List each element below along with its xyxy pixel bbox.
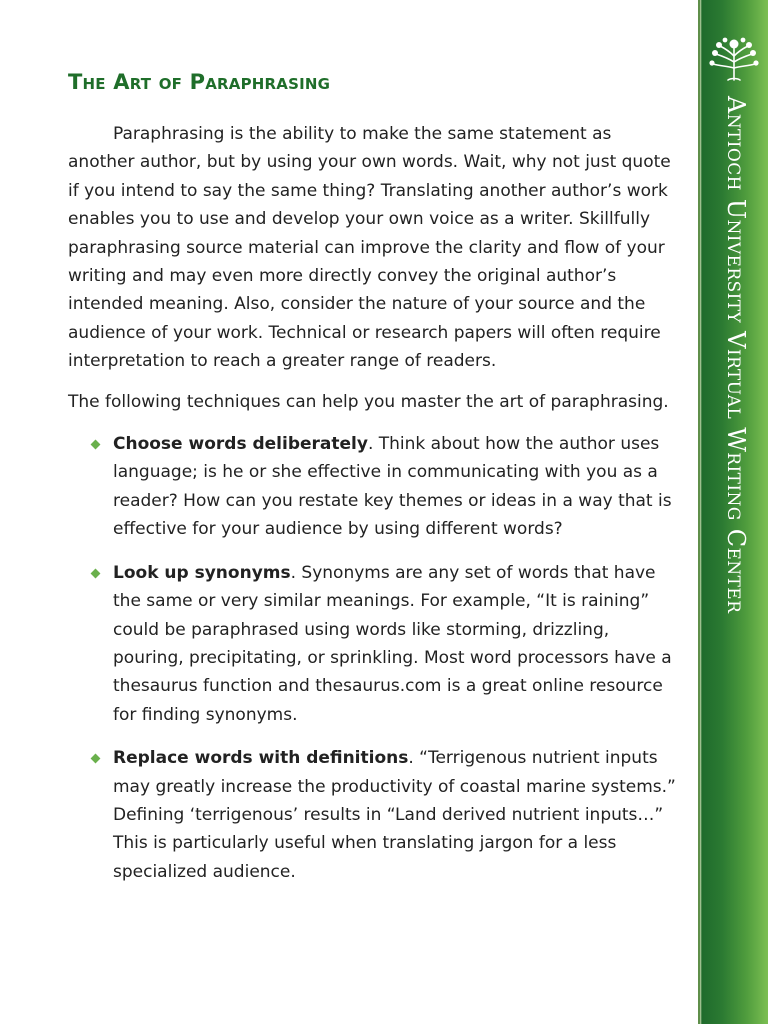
list-item [68,559,680,729]
sidebar-title: Antioch University Virtual Writing Center [722,96,750,614]
technique-list [68,430,680,886]
lead-paragraph: The following techniques can help you master the art of paraphrasing. [68,391,669,412]
diamond-bullet-icon [91,440,101,450]
tree-icon [708,34,760,84]
diamond-bullet-icon [91,568,101,578]
intro-paragraph: Paraphrasing is the ability to make the same statement as another author, but by using your own words. Wait, why not just quote if you intend to say the same thing? Translating another author’s work enables you to use and develop your own voice as a writer. Skillfully paraphrasing source material can improve the clarity and flow of your writing and may even more directly convey the original author’s intended meaning. Also, consider the nature of your source and the audience of your work. Technical or research papers will often require interpretation to reach a greater range of readers. [68,124,671,372]
technique-term: Choose words deliberately [113,434,368,455]
document-content [68,66,680,901]
technique-text: . “Terrigenous nutrient inputs may greatly increase the productivity of coastal marine systems.” Defining ‘terrigenous’ results in “Land derived nutrient inputs…” This is particularly useful when translating jargon for a less specialized audience. [113,748,676,882]
technique-text: . Synonyms are any set of words that have the same or very similar meanings. For example, “It is raining” could be paraphrased using words like storming, drizzling, pouring, precipitating, or sprinkling. Most word processors have a thesaurus function and thesaurus.com is a great online resource for finding synonyms. [113,562,672,725]
list-item [68,744,680,886]
technique-term: Replace words with definitions [113,748,409,769]
list-item [68,430,680,544]
sidebar-divider [698,0,700,1024]
diamond-bullet-icon [91,754,101,764]
technique-text: . Think about how the author uses language; is he or she effective in communicating with you as a reader? How can you restate key themes or ideas in a way that is effective for your audience by using different words? [113,434,672,540]
technique-term: Look up synonyms [113,562,291,583]
page-title: The Art of Paraphrasing [68,70,331,94]
